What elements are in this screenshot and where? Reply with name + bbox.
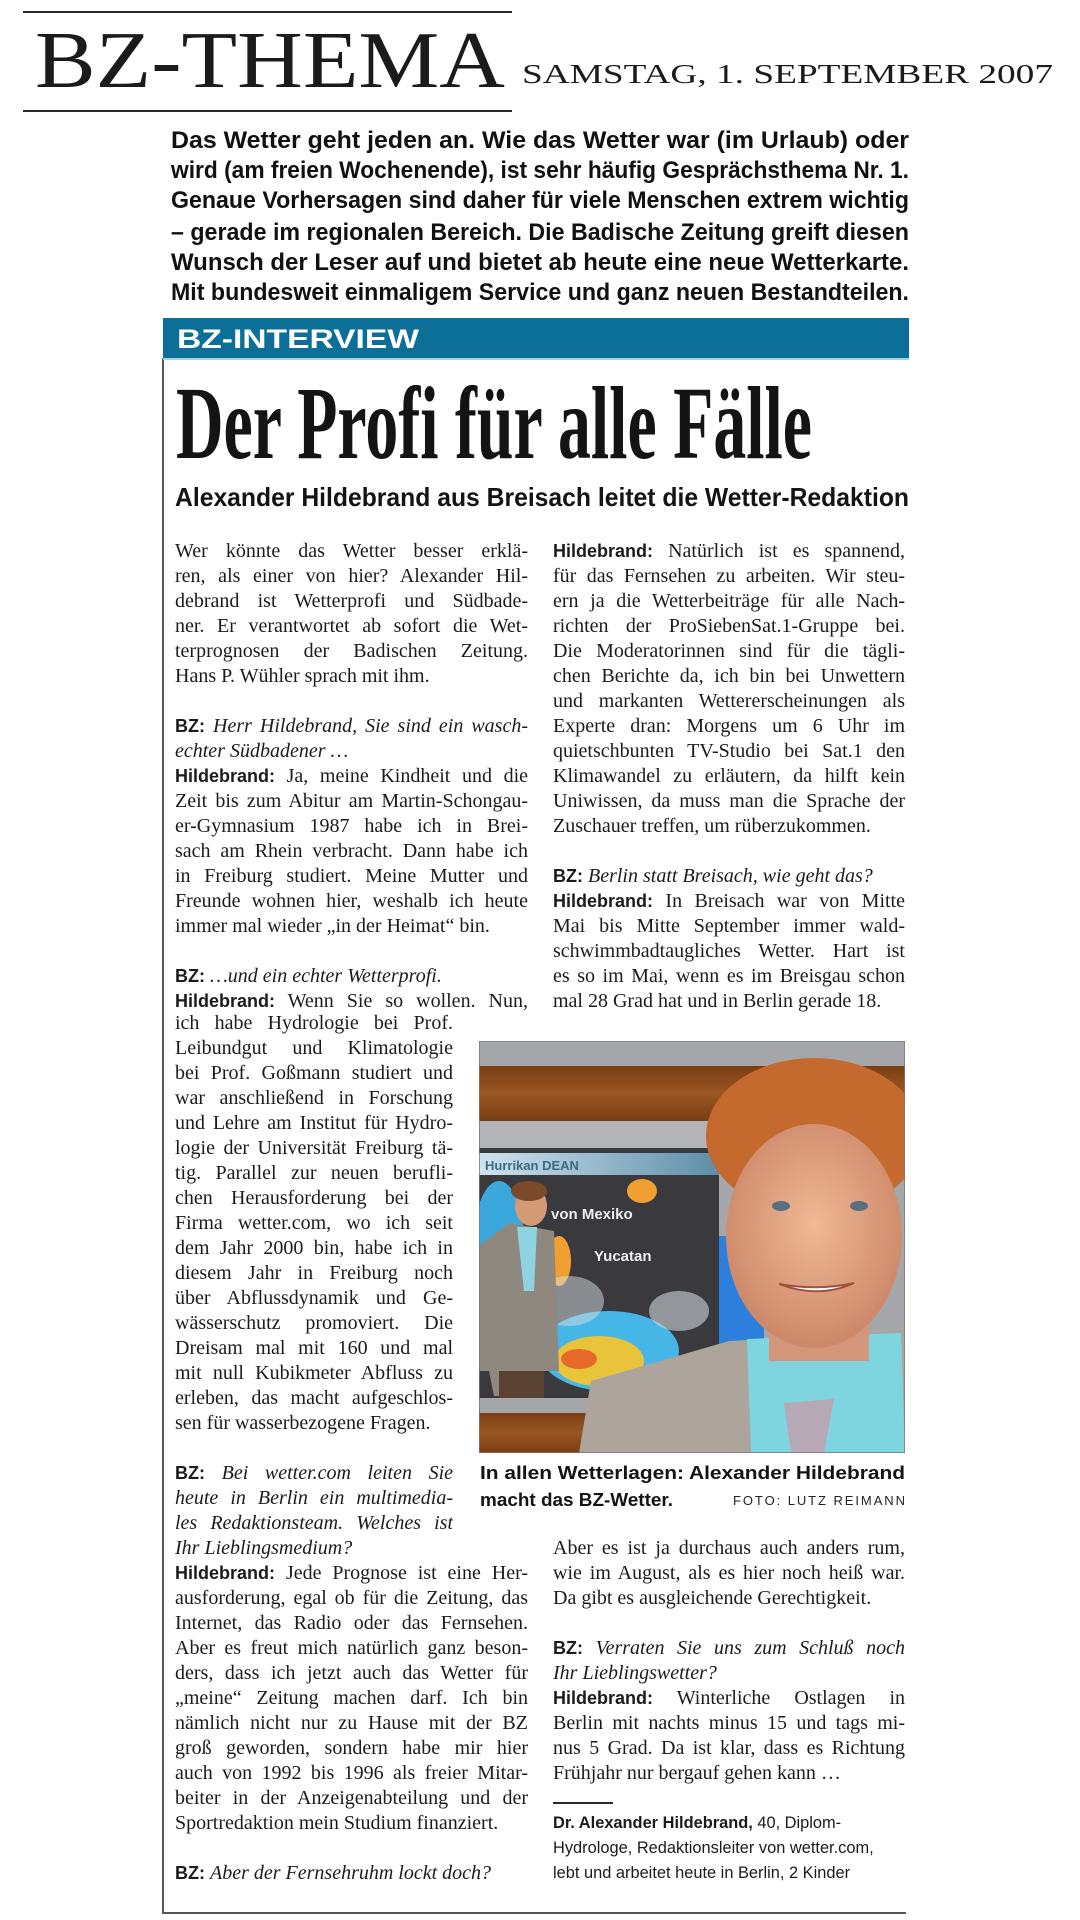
interview-answer [553,1536,905,1611]
interview-answer [553,539,905,839]
text-line [553,1736,905,1761]
text-line [175,1286,453,1311]
text-line [175,664,528,689]
interview-question [553,1636,905,1686]
line-text: ern ja die Wetterbeiträge für alle Nach- [553,590,905,612]
text-line [175,1211,453,1236]
article-frame-left [162,358,164,1914]
line-text: schwimmbadtaugliches Wetter. Hart ist [553,940,905,962]
text-line [175,614,528,639]
text-line [553,814,905,839]
bio-text: 40, Diplom- [752,1814,842,1832]
line-text: mal 28 Grad hat und in Berlin gerade 18. [553,990,882,1012]
interview-question [175,1861,528,1886]
text-line [175,1361,453,1386]
text-line [553,589,905,614]
speaker-label: BZ: [175,716,205,736]
text-line [175,1386,453,1411]
line-text: Winterliche Ostlagen in [676,1687,905,1709]
text-line [175,914,528,939]
text-line [175,1536,453,1561]
line-text: bei Prof. Goßmann studiert und [175,1062,453,1084]
line-text: erleben, das macht aufgeschlos- [175,1387,453,1409]
text-line [553,664,905,689]
line-text: terprognosen der Badischen Zeitung. [175,640,528,662]
text-line [553,564,905,589]
text-line [175,1161,453,1186]
text-line [175,1411,453,1436]
text-line [553,1761,905,1786]
text-line [175,1086,453,1111]
interview-question [175,1461,453,1561]
intro-line: – gerade im regionalen Bereich. Die Badische Zeitung greift diesen [171,219,909,246]
line-text: Berlin mit nachts minus 15 und tags mi- [553,1712,905,1734]
text-line [553,1686,905,1711]
line-text: ders, dass ich jetzt auch das Wetter für [175,1662,528,1684]
line-text: sach am Rhein verbracht. Dann habe ich [175,840,528,862]
line-text: Wer könnte das Wetter besser erklä- [175,540,528,562]
intro-line: wird (am freien Wochenende), ist sehr häufig Gesprächsthema Nr. 1. [170,157,909,184]
line-text: für das Fernsehen zu arbeiten. Wir steu- [553,565,905,587]
line-text: Experte dran: Morgens um 6 Uhr im [553,715,905,737]
line-text: „meine“ Zeitung machen darf. Ich bin [175,1687,528,1709]
line-text: Verraten Sie uns zum Schluß noch [595,1637,905,1659]
line-text: Freunde wohnen hier, weshalb ich heute [175,890,528,912]
text-line [553,939,905,964]
photo-caption [478,1458,908,1513]
text-line [175,1686,528,1711]
text-line [175,1486,453,1511]
text-line [175,964,528,989]
line-text: ich habe Hydrologie bei Prof. [175,1012,453,1034]
text-line [175,1511,453,1536]
text-line [175,1711,528,1736]
interview-answer [553,889,905,1014]
line-text: sen für wasserbezogene Fragen. [175,1412,431,1434]
text-line [553,714,905,739]
speaker-label: BZ: [175,966,205,986]
line-text: nämlich nicht nur zu Hause mit der BZ [175,1712,528,1734]
line-text: es so im Mai, wenn es im Breisgau schon [553,965,905,987]
line-text: Wenn Sie so wollen. Nun, [287,990,528,1012]
line-text: Firma wetter.com, wo ich seit [175,1212,453,1234]
line-text: Zuschauer treffen, um rüberzukommen. [553,815,871,837]
line-text: immer mal wieder „in der Heimat“ bin. [175,915,490,937]
line-text: Leibundgut und Klimatologie [175,1037,453,1059]
text-line [175,1586,528,1611]
line-text: debrand ist Wetterprofi und Südbade- [175,590,528,612]
line-text: Ja, meine Kindheit und die [286,765,528,787]
speaker-label: Hildebrand: [553,541,654,561]
line-text: und markanten Wettererscheinungen als [553,690,905,712]
text-line [553,1561,905,1586]
subheadline: Alexander Hildebrand aus Breisach leitet die Wetter-Redaktion [175,482,909,512]
text-line [175,739,528,764]
line-text: Berlin statt Breisach, wie geht das? [588,865,873,887]
text-line [553,1711,905,1736]
text-line [175,764,528,789]
line-text: Natürlich ist es spannend, [668,540,905,562]
line-text: Frühjahr nur bergauf gehen kann … [553,1762,841,1784]
speaker-label: BZ: [175,1863,205,1883]
left-column-bottom [175,1561,528,1886]
interview-question [175,714,528,764]
lead-paragraph [175,539,528,689]
line-text: wie im August, als es hier noch heiß war. [553,1562,905,1584]
text-line [553,889,905,914]
issue-date: SAMSTAG, 1. SEPTEMBER 2007 [522,59,1053,89]
screen-title: Hurrikan DEAN [485,1158,579,1173]
headline: Der Profi für alle Fälle [176,366,812,481]
author-bio [553,1811,909,1886]
line-text: Klimawandel zu erläutern, da hilft kein [553,765,905,787]
text-line [175,1761,528,1786]
banner-label: BZ-INTERVIEW [177,324,420,354]
text-line [175,1236,453,1261]
caption-line: In allen Wetterlagen: Alexander Hildebrand [480,1463,905,1483]
text-line [175,839,528,864]
line-text: groß geworden, sondern habe mir hier [175,1737,528,1759]
text-line [175,1036,453,1061]
interview-answer [175,1561,528,1836]
text-line [553,864,905,889]
line-text: er-Gymnasium 1987 habe ich in Brei- [175,815,528,837]
text-line [175,639,528,664]
interview-answer [553,1686,905,1786]
text-line [175,1461,453,1486]
text-line [175,814,528,839]
line-text: richten der ProSiebenSat.1-Gruppe bei. [553,615,905,637]
text-line [175,1136,453,1161]
text-line [175,1336,453,1361]
text-line [553,989,905,1014]
article-frame-bottom [162,1912,906,1914]
line-text: Internet, das Radio oder das Fernsehen. [175,1612,528,1634]
line-text: …und ein echter Wetterprofi. [210,965,442,987]
interview-question [553,864,905,889]
speaker-label: BZ: [553,1638,583,1658]
speaker-label: Hildebrand: [175,766,276,786]
headings [0,0,1080,520]
line-text: Hans P. Wühler sprach mit ihm. [175,665,430,687]
speaker-label: Hildebrand: [553,1688,654,1708]
line-text: logie der Universität Freiburg tä- [175,1137,453,1159]
line-text: Dreisam mal mit 160 und mal [175,1337,453,1359]
text-line [553,539,905,564]
line-text: Uniwissen, da muss man die Sprache der [553,790,905,812]
line-text: chen Berichte da, ich bin bei Unwettern [553,665,905,687]
speaker-label: Hildebrand: [175,991,276,1011]
map-label: von Mexiko [551,1206,633,1223]
left-column-narrow [175,1011,453,1561]
bio-separator [553,1802,613,1804]
speaker-label: BZ: [175,1463,205,1483]
line-text: ausforderung, egal ob für die Zeitung, das [175,1587,528,1609]
line-text: ren, als einer von hier? Alexander Hil- [175,565,528,587]
line-text: Zeit bis zum Abitur am Martin-Schongau- [175,790,528,812]
right-column-bottom [553,1536,905,1786]
intro-line: Mit bundesweit einmaligem Service und ganz neuen Bestandteilen. [171,279,909,306]
line-text: war anschließend in Forschung [175,1087,453,1109]
bio-name: Dr. Alexander Hildebrand, [553,1814,753,1832]
line-text: auch von 1992 bis 1996 als freier Mitar- [175,1762,528,1784]
text-line [553,1661,905,1686]
photo [479,1041,905,1453]
line-text: tig. Parallel zur neuen berufli- [175,1162,453,1184]
text-line [175,714,528,739]
line-text: Mai bis Mitte September immer wald- [553,915,905,937]
text-line [175,539,528,564]
line-text: Bei wetter.com leiten Sie [221,1462,453,1484]
line-text: Die Moderatorinnen sind für die tägli- [553,640,905,662]
intro-line: Genaue Vorhersagen sind daher für viele Menschen extrem wichtig [171,187,909,214]
text-line [175,1261,453,1286]
text-line [553,789,905,814]
line-text: Ihr Lieblingsmedium? [175,1537,353,1559]
text-line [553,764,905,789]
photo-credit: FOTO: LUTZ REIMANN [733,1493,905,1508]
line-text: dem Jahr 2000 bin, habe ich in [175,1237,453,1259]
intro-line: Das Wetter geht jeden an. Wie das Wetter war (im Urlaub) oder [171,127,909,154]
text-line [175,589,528,614]
text-line [553,1536,905,1561]
left-column-top [175,539,528,1014]
text-line [175,1636,528,1661]
line-text: mit null Kubikmeter Abfluss zu [175,1362,453,1384]
line-text: chen Herausforderung bei der [175,1187,453,1209]
right-column-top [553,539,905,1014]
line-text: und Lehre am Institut für Hydro- [175,1112,453,1134]
line-text: Herr Hildebrand, Sie sind ein wasch- [213,715,528,737]
text-line [553,614,905,639]
line-text: echter Südbadener … [175,740,349,762]
text-line [553,964,905,989]
line-text: heute in Berlin ein multimedia- [175,1487,453,1509]
section-title: BZ-THEMA [35,17,506,105]
line-text: über Abflussdynamik und Ge- [175,1287,453,1309]
map-label: Yucatan [594,1248,652,1265]
text-line [175,1061,453,1086]
line-text: Jede Prognose ist eine Her- [285,1562,528,1584]
bio-text: lebt und arbeitet heute in Berlin, 2 Kinder [553,1864,851,1882]
text-line [553,739,905,764]
line-text: Aber es freut mich natürlich ganz beson- [175,1637,528,1659]
line-text: wässerschutz promoviert. Die [175,1312,453,1334]
line-text: quietschbunten TV-Studio bei Sat.1 den [553,740,905,762]
text-line [175,1311,453,1336]
line-text: beiter in der Anzeigenabteilung und der [175,1787,528,1809]
text-line [175,889,528,914]
text-line [553,1636,905,1661]
interview-answer [175,764,528,939]
line-text: les Redaktionsteam. Welches ist [175,1512,453,1534]
bio-text: Hydrologe, Redaktionsleiter von wetter.com, [553,1839,874,1857]
speaker-label: Hildebrand: [175,1563,276,1583]
line-text: Sportredaktion mein Studium finanziert. [175,1812,499,1834]
line-text: Da gibt es ausgleichende Gerechtigkeit. [553,1587,872,1609]
intro-line: Wunsch der Leser auf und bietet ab heute eine neue Wetterkarte. [171,249,909,276]
caption-line: macht das BZ-Wetter. [480,1490,673,1510]
text-line [175,1186,453,1211]
line-text: Aber es ist ja durchaus auch anders rum, [553,1537,905,1559]
speaker-label: Hildebrand: [553,891,654,911]
text-line [175,1561,528,1586]
line-text: nus 5 Grad. Da ist klar, dass es Richtung [553,1737,905,1759]
text-line [175,1111,453,1136]
text-line [175,1611,528,1636]
text-line [553,689,905,714]
text-line [175,564,528,589]
line-text: diesem Jahr in Freiburg noch [175,1262,453,1284]
interview-question [175,964,528,989]
speaker-label: BZ: [553,866,583,886]
text-line [553,914,905,939]
text-line [553,639,905,664]
line-text: Ihr Lieblingswetter? [553,1662,717,1684]
text-line [553,1586,905,1611]
text-line [175,1011,453,1036]
text-line [175,1786,528,1811]
text-line [175,1661,528,1686]
line-text: in Freiburg studiert. Meine Mutter und [175,865,528,887]
line-text: Aber der Fernsehruhm lockt doch? [210,1862,492,1884]
text-line [175,1811,528,1836]
line-text: ner. Er verantwortet ab sofort die Wet- [175,615,528,637]
text-line [175,864,528,889]
text-line [175,789,528,814]
line-text: In Breisach war von Mitte [665,890,905,912]
text-line [175,1736,528,1761]
interview-answer [175,1011,453,1436]
text-line [175,1861,528,1886]
